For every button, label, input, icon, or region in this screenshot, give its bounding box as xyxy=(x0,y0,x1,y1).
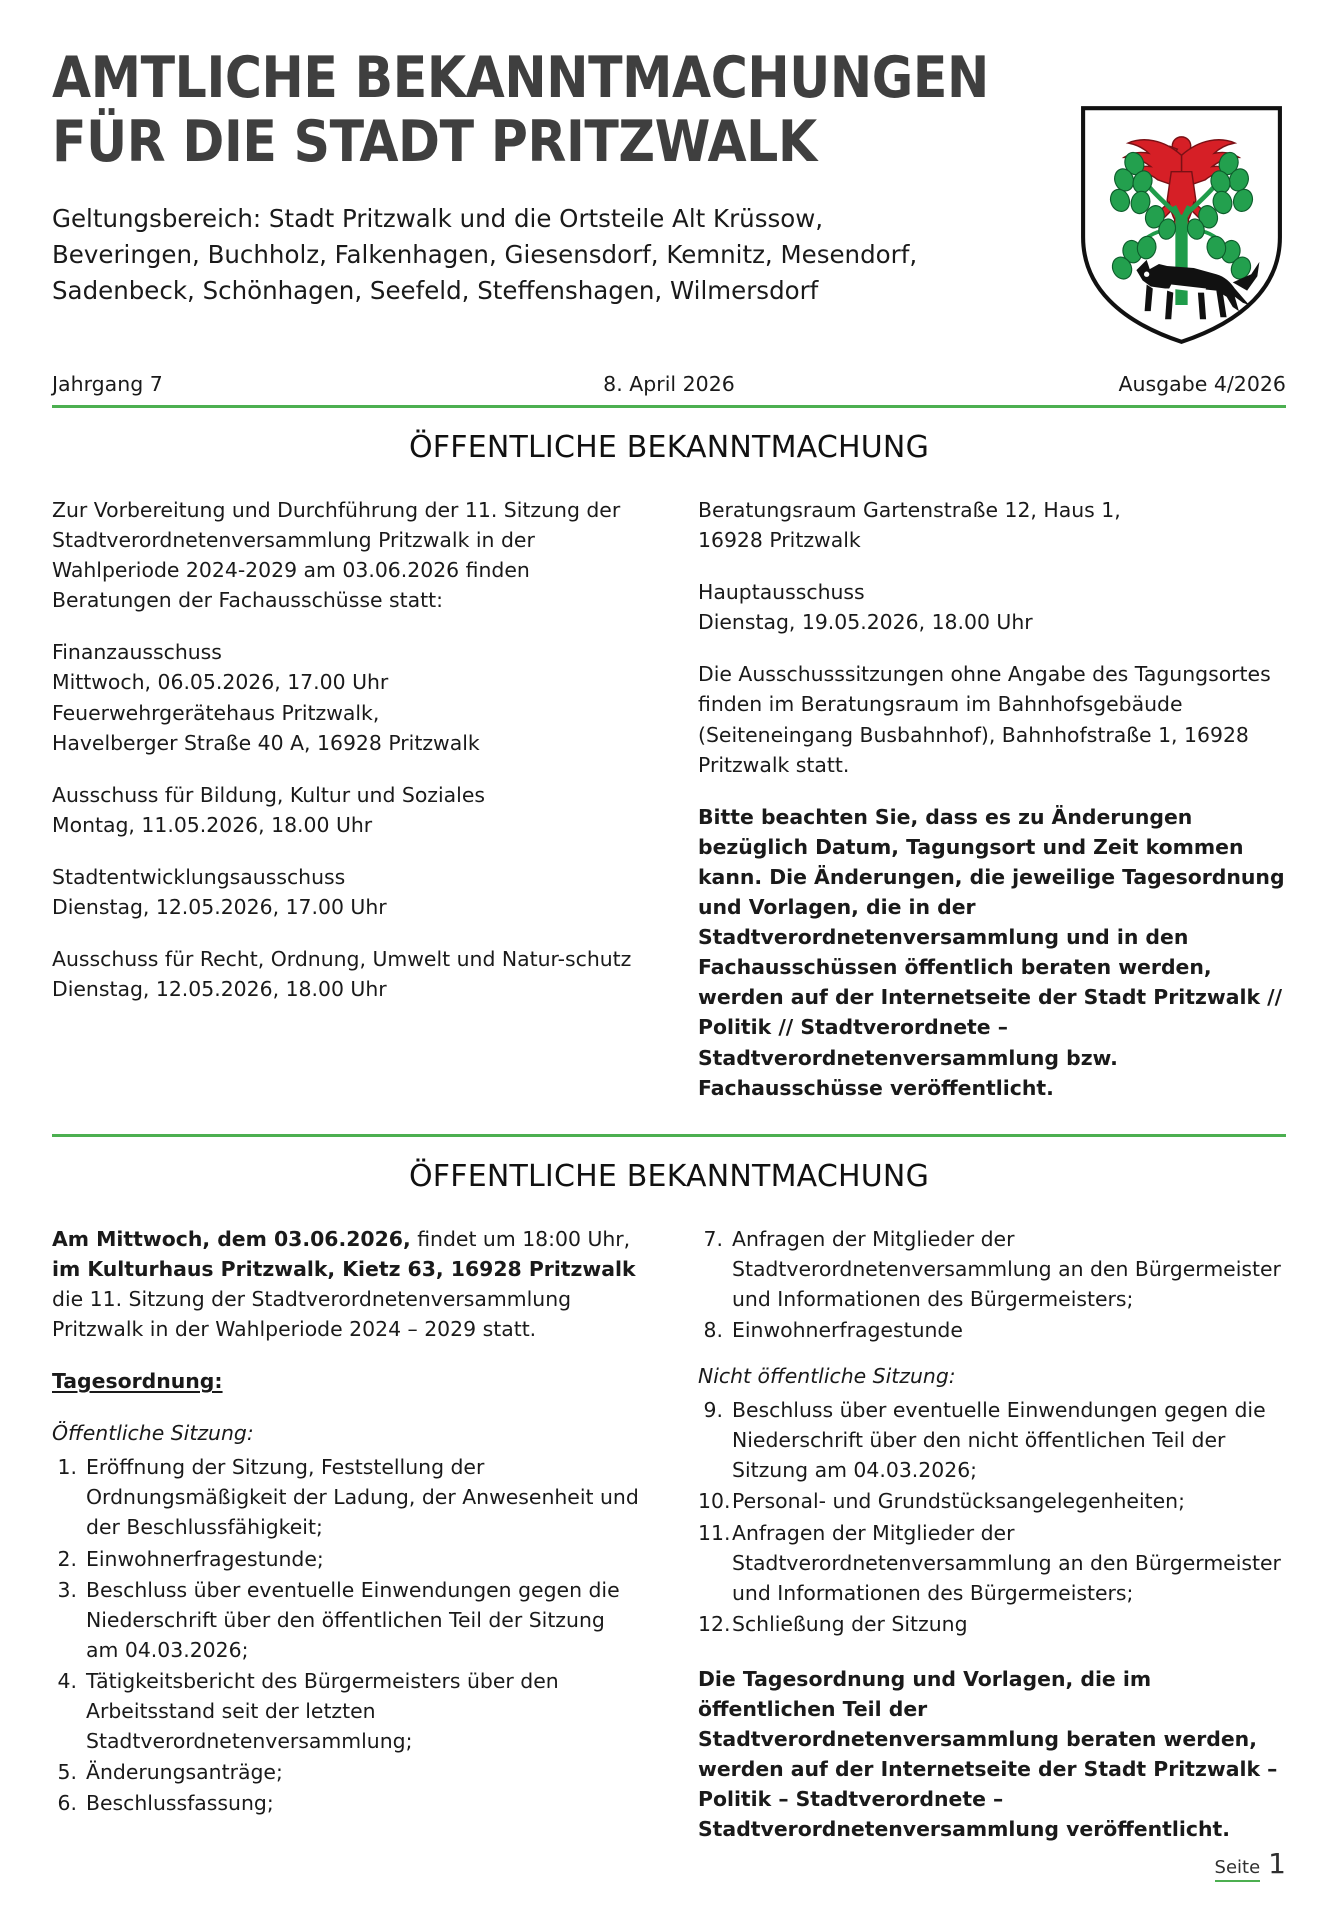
item-number: 6. xyxy=(57,1791,77,1816)
committee-stadtentwicklungsausschuss xyxy=(52,862,640,922)
list-item xyxy=(698,1486,1286,1516)
divider-green-top xyxy=(52,405,1286,408)
venue-line-2: 16928 Pritzwalk xyxy=(698,528,861,553)
scope-line-2: Beveringen, Buchholz, Falkenhagen, Giesensdorf, Kemnitz, Mesendorf, xyxy=(52,239,918,269)
item-number: 2. xyxy=(57,1546,77,1571)
section-1-intro: Zur Vorbereitung und Durchführung der 11. Sitzung der Stadtverordnetenversammlung Pritzwalk in der Wahlperiode 2024-2029 am 03.06.2026 finden Beratungen der Fachausschüsse statt: xyxy=(52,498,621,613)
issue-date: 8. April 2026 xyxy=(603,372,735,396)
nonpublic-session-label xyxy=(698,1361,1286,1391)
committee-when: Dienstag, 19.05.2026, 18.00 Uhr xyxy=(698,610,1033,635)
nonpublic-session-label-text: Nicht öffentliche Sitzung: xyxy=(698,1364,956,1389)
section-2-left-column xyxy=(52,1224,640,1820)
list-item xyxy=(52,1575,640,1665)
committee-name: Stadtentwicklungsausschuss xyxy=(52,864,346,889)
item-number: 4. xyxy=(57,1668,77,1693)
masthead-text xyxy=(52,46,1079,309)
item-text: Anfragen der Mitglieder der Stadtverordnetenversammlung an den Bürgermeister und Informationen des Bürgermeisters; xyxy=(732,1226,1281,1311)
intro-regular-1: findet um 18:00 Uhr, xyxy=(410,1226,631,1251)
page-number: 1 xyxy=(1268,1847,1286,1880)
committee-recht-ordnung-umwelt-naturschutz xyxy=(52,944,640,1004)
scope-line-1: Geltungsbereich: Stadt Pritzwalk und die Ortsteile Alt Krüssow, xyxy=(52,203,824,233)
issue-number: Ausgabe 4/2026 xyxy=(1118,372,1286,396)
list-item xyxy=(698,1395,1286,1485)
masthead xyxy=(52,46,1286,346)
section-1-change-notice: Bitte beachten Sie, dass es zu Änderungen bezüglich Datum, Tagungsort und Zeit kommen kann. Die Änderungen, die jeweilige Tagesordnung und Vorlagen, die in der Stadtverordnetenversammlung und in den Fachausschüssen öffentlich beraten werden, werden auf der Internetseite der Stadt Pritzwalk // Politik // Stadtverordnete – Stadtverordnetenversammlung bzw. Fachausschüsse veröffentlicht. xyxy=(698,804,1285,1100)
committee-name: Ausschuss für Bildung, Kultur und Soziales xyxy=(52,782,486,807)
item-number: 12. xyxy=(698,1611,731,1636)
item-text: Beschluss über eventuelle Einwendungen gegen die Niederschrift über den öffentlichen Teil der Sitzung am 04.03.2026; xyxy=(86,1577,620,1662)
intro-bold-date: Am Mittwoch, dem 03.06.2026, xyxy=(52,1226,411,1251)
committee-when: Mittwoch, 06.05.2026, 17.00 Uhr xyxy=(52,670,389,695)
committee-when: Montag, 11.05.2026, 18.00 Uhr xyxy=(52,812,373,837)
venue-line-1: Beratungsraum Gartenstraße 12, Haus 1, xyxy=(698,498,1121,522)
issue-volume: Jahrgang 7 xyxy=(52,372,163,396)
item-text: Einwohnerfragestunde; xyxy=(86,1546,324,1571)
committee-when: Dienstag, 12.05.2026, 18.00 Uhr xyxy=(52,977,387,1002)
item-number: 5. xyxy=(57,1760,77,1785)
page-title-line2: FÜR DIE STADT PRITZWALK xyxy=(52,109,817,176)
committee-name: Ausschuss für Recht, Ordnung, Umwelt und Natur-schutz xyxy=(52,947,632,972)
issue-line xyxy=(52,372,1286,396)
committee-bildung-kultur-soziales xyxy=(52,780,640,840)
section-1-location-note: Die Ausschusssitzungen ohne Angabe des Tagungsortes finden im Beratungsraum im Bahnhofsgebäude (Seiteneingang Busbahnhof), Bahnhofstraße 1, 16928 Pritzwalk statt. xyxy=(698,662,1271,777)
section-2-closing-notice: Die Tagesordnung und Vorlagen, die im öffentlichen Teil der Stadtverordnetenversammlung beraten werden, werden auf der Internetseite der Stadt Pritzwalk – Politik – Stadtverordnete – Stadtverordnetenversammlung veröffentlicht. xyxy=(698,1666,1278,1842)
intro-bold-venue: im Kulturhaus Pritzwalk, Kietz 63, 16928 Pritzwalk xyxy=(52,1256,636,1281)
item-text: Personal- und Grundstücksangelegenheiten; xyxy=(732,1489,1185,1514)
item-number: 11. xyxy=(698,1520,731,1545)
item-number: 7. xyxy=(703,1226,723,1251)
list-item xyxy=(52,1788,640,1818)
committee-hauptausschuss xyxy=(698,577,1286,637)
section-2-columns xyxy=(52,1224,1286,1867)
agenda-list-public-left xyxy=(52,1452,640,1818)
item-number: 10. xyxy=(698,1489,731,1514)
item-number: 9. xyxy=(703,1398,723,1423)
agenda-list-nonpublic xyxy=(698,1395,1286,1639)
page-label: Seite xyxy=(1215,1857,1261,1882)
list-item xyxy=(698,1518,1286,1608)
agenda-label-text: Tagesordnung: xyxy=(52,1369,223,1394)
scope-block xyxy=(52,201,1061,309)
item-text: Anfragen der Mitglieder der Stadtverordnetenversammlung an den Bürgermeister und Informationen des Bürgermeisters; xyxy=(732,1520,1281,1605)
intro-regular-2: die 11. Sitzung der Stadtverordnetenversammlung Pritzwalk in der Wahlperiode 2024 – 2029 statt. xyxy=(52,1286,572,1341)
item-text: Beschluss über eventuelle Einwendungen gegen die Niederschrift über den nicht öffentlichen Teil der Sitzung am 04.03.2026; xyxy=(732,1398,1266,1483)
committee-name: Finanzausschuss xyxy=(52,640,222,665)
item-text: Beschlussfassung; xyxy=(86,1791,274,1816)
page-footer xyxy=(1215,1847,1286,1882)
agenda-list-public-right xyxy=(698,1224,1286,1345)
item-text: Änderungsanträge; xyxy=(86,1760,283,1785)
item-number: 3. xyxy=(57,1577,77,1602)
list-item xyxy=(52,1757,640,1787)
item-number: 8. xyxy=(703,1317,723,1342)
list-item xyxy=(52,1452,640,1542)
committee-name: Hauptausschuss xyxy=(698,580,865,605)
spacer xyxy=(698,1346,1286,1361)
item-text: Schließung der Sitzung xyxy=(732,1611,968,1636)
list-item xyxy=(698,1609,1286,1639)
section-1-columns xyxy=(52,495,1286,1125)
committee-place-line1: Feuerwehrgerätehaus Pritzwalk, xyxy=(52,700,380,725)
list-item xyxy=(52,1544,640,1574)
item-text: Einwohnerfragestunde xyxy=(732,1317,963,1342)
committee-when: Dienstag, 12.05.2026, 17.00 Uhr xyxy=(52,895,387,920)
item-number: 1. xyxy=(57,1455,77,1480)
public-session-label-text: Öffentliche Sitzung: xyxy=(52,1421,254,1446)
item-text: Tätigkeitsbericht des Bürgermeisters über den Arbeitsstand seit der letzten Stadtverordnetenversammlung; xyxy=(86,1668,559,1754)
venue-block xyxy=(698,495,1286,555)
divider-green-middle xyxy=(52,1134,1286,1137)
item-text: Eröffnung der Sitzung, Feststellung der Ordnungsmäßigkeit der Ladung, der Anwesenheit und der Beschlussfähigkeit; xyxy=(86,1455,639,1540)
agenda-label xyxy=(52,1366,640,1396)
coat-of-arms-icon xyxy=(1079,104,1284,346)
page-title-line1: AMTLICHE BEKANNTMACHUNGEN xyxy=(52,45,989,111)
section-2-intro xyxy=(52,1224,640,1344)
list-item xyxy=(698,1315,1286,1345)
committee-finanzausschuss xyxy=(52,637,640,757)
scope-line-3: Sadenbeck, Schönhagen, Seefeld, Steffenshagen, Wilmersdorf xyxy=(52,275,819,305)
section-2-right-column xyxy=(698,1224,1286,1867)
section-1-heading: ÖFFENTLICHE BEKANNTMACHUNG xyxy=(408,430,930,465)
list-item xyxy=(52,1666,640,1756)
section-1-right-column xyxy=(698,495,1286,1125)
list-item xyxy=(698,1224,1286,1314)
spacer xyxy=(698,1640,1286,1664)
public-session-label xyxy=(52,1418,640,1448)
committee-place-line2: Havelberger Straße 40 A, 16928 Pritzwalk xyxy=(52,730,480,755)
section-2-heading: ÖFFENTLICHE BEKANNTMACHUNG xyxy=(408,1158,930,1194)
section-1-left-column xyxy=(52,495,640,1026)
